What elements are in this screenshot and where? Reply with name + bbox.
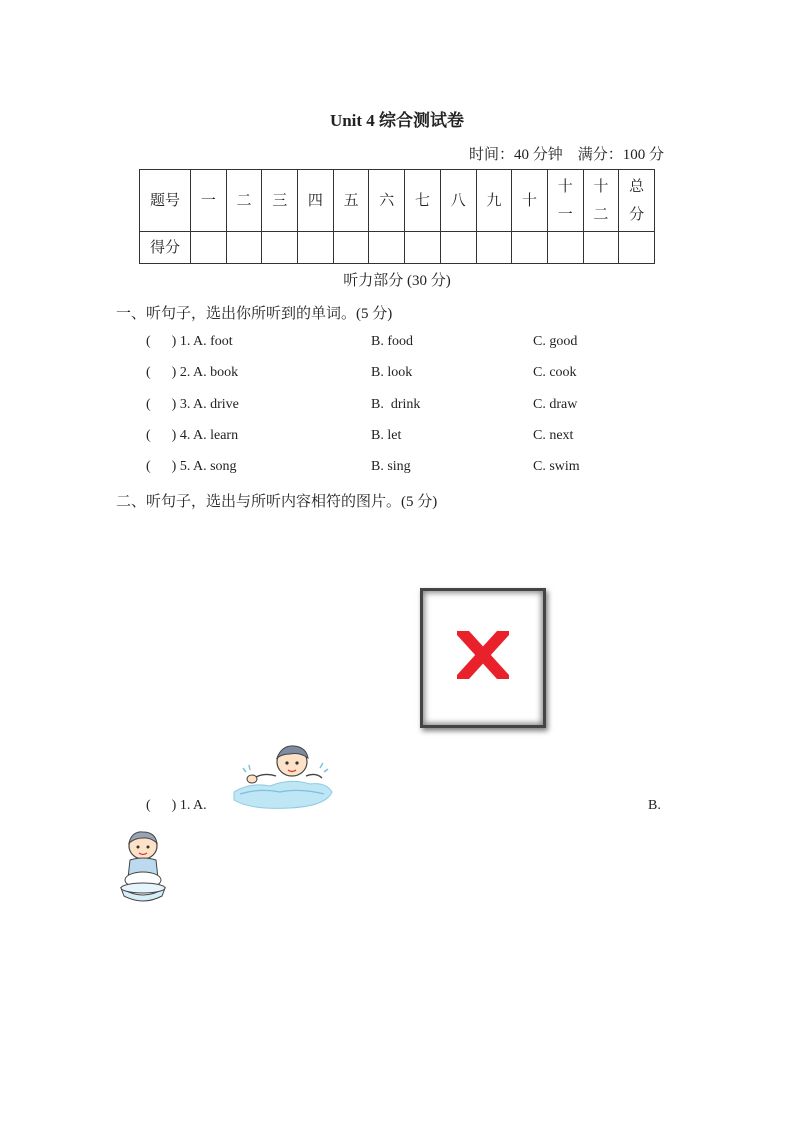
option-a: A. foot (193, 334, 233, 349)
score-table-header-cell: 六 (369, 170, 405, 232)
score-cell[interactable] (405, 232, 441, 264)
score-table-header-cell: 三 (262, 170, 298, 232)
score-cell[interactable] (191, 232, 227, 264)
option-b: B. look (371, 365, 413, 380)
option-a: A. book (193, 365, 239, 380)
score-table-header-label: 题号 (140, 170, 191, 232)
question-row (146, 334, 706, 356)
option-a: A. song (193, 459, 237, 474)
option-c: C. good (533, 334, 578, 349)
score-table-header-cell: 九 (476, 170, 512, 232)
option-b: B. let (371, 428, 402, 443)
score-cell[interactable] (369, 232, 405, 264)
score-table-score-row (140, 232, 655, 264)
part1-heading: 一、听句子，选出你所听到的单词。(5 分) (116, 306, 393, 322)
option-c: C. cook (533, 365, 577, 380)
score-table-header-cell: 总 分 (619, 170, 655, 232)
washing-boy-illustration (116, 828, 170, 904)
score-table-header-cell: 一 (191, 170, 227, 232)
question-number: ( ) 3. (146, 397, 191, 412)
score-cell[interactable] (262, 232, 298, 264)
swimming-boy-illustration (230, 742, 334, 810)
question-number: ( ) 5. (146, 459, 191, 474)
question-row (146, 459, 706, 481)
score-cell[interactable] (512, 232, 548, 264)
option-b: B. sing (371, 459, 411, 474)
option-a: A. drive (193, 397, 239, 412)
score-cell[interactable] (440, 232, 476, 264)
red-x-icon (451, 629, 515, 681)
option-b: B. food (371, 334, 413, 349)
score-table-header-cell: 十 一 (547, 170, 583, 232)
score-table-header-cell: 四 (298, 170, 334, 232)
score-cell[interactable] (226, 232, 262, 264)
score-cell[interactable] (298, 232, 334, 264)
score-table-header-cell: 十 (512, 170, 548, 232)
section-title-listening: 听力部分 (30 分) (343, 273, 451, 289)
score-table-header-cell: 十 二 (583, 170, 619, 232)
score-table-header-cell: 八 (440, 170, 476, 232)
option-c: C. draw (533, 397, 578, 412)
score-table-header-row (140, 170, 655, 232)
option-c: C. next (533, 428, 574, 443)
score-table (139, 169, 655, 264)
option-a: A. learn (193, 428, 239, 443)
exam-meta: 时间：40 分钟 满分：100 分 (469, 147, 665, 163)
score-cell[interactable] (476, 232, 512, 264)
score-table-score-label: 得分 (140, 232, 191, 264)
score-table-header-cell: 七 (405, 170, 441, 232)
score-table-header-cell: 五 (333, 170, 369, 232)
option-b: B. drink (371, 397, 421, 412)
score-cell[interactable] (547, 232, 583, 264)
page-title: Unit 4 综合测试卷 (329, 111, 465, 130)
broken-image-icon (420, 588, 546, 728)
score-cell[interactable] (619, 232, 655, 264)
score-table-header-cell: 二 (226, 170, 262, 232)
question-row (146, 365, 706, 387)
part2-question-1: ( ) 1. A. (146, 798, 207, 813)
score-cell[interactable] (333, 232, 369, 264)
part2-option-b-label: B. (648, 798, 661, 813)
part2-heading: 二、听句子，选出与所听内容相符的图片。(5 分) (116, 494, 438, 510)
option-c: C. swim (533, 459, 580, 474)
score-cell[interactable] (583, 232, 619, 264)
question-number: ( ) 1. (146, 334, 191, 349)
question-number: ( ) 2. (146, 365, 191, 380)
question-row (146, 428, 706, 450)
question-row (146, 397, 706, 419)
question-number: ( ) 4. (146, 428, 191, 443)
